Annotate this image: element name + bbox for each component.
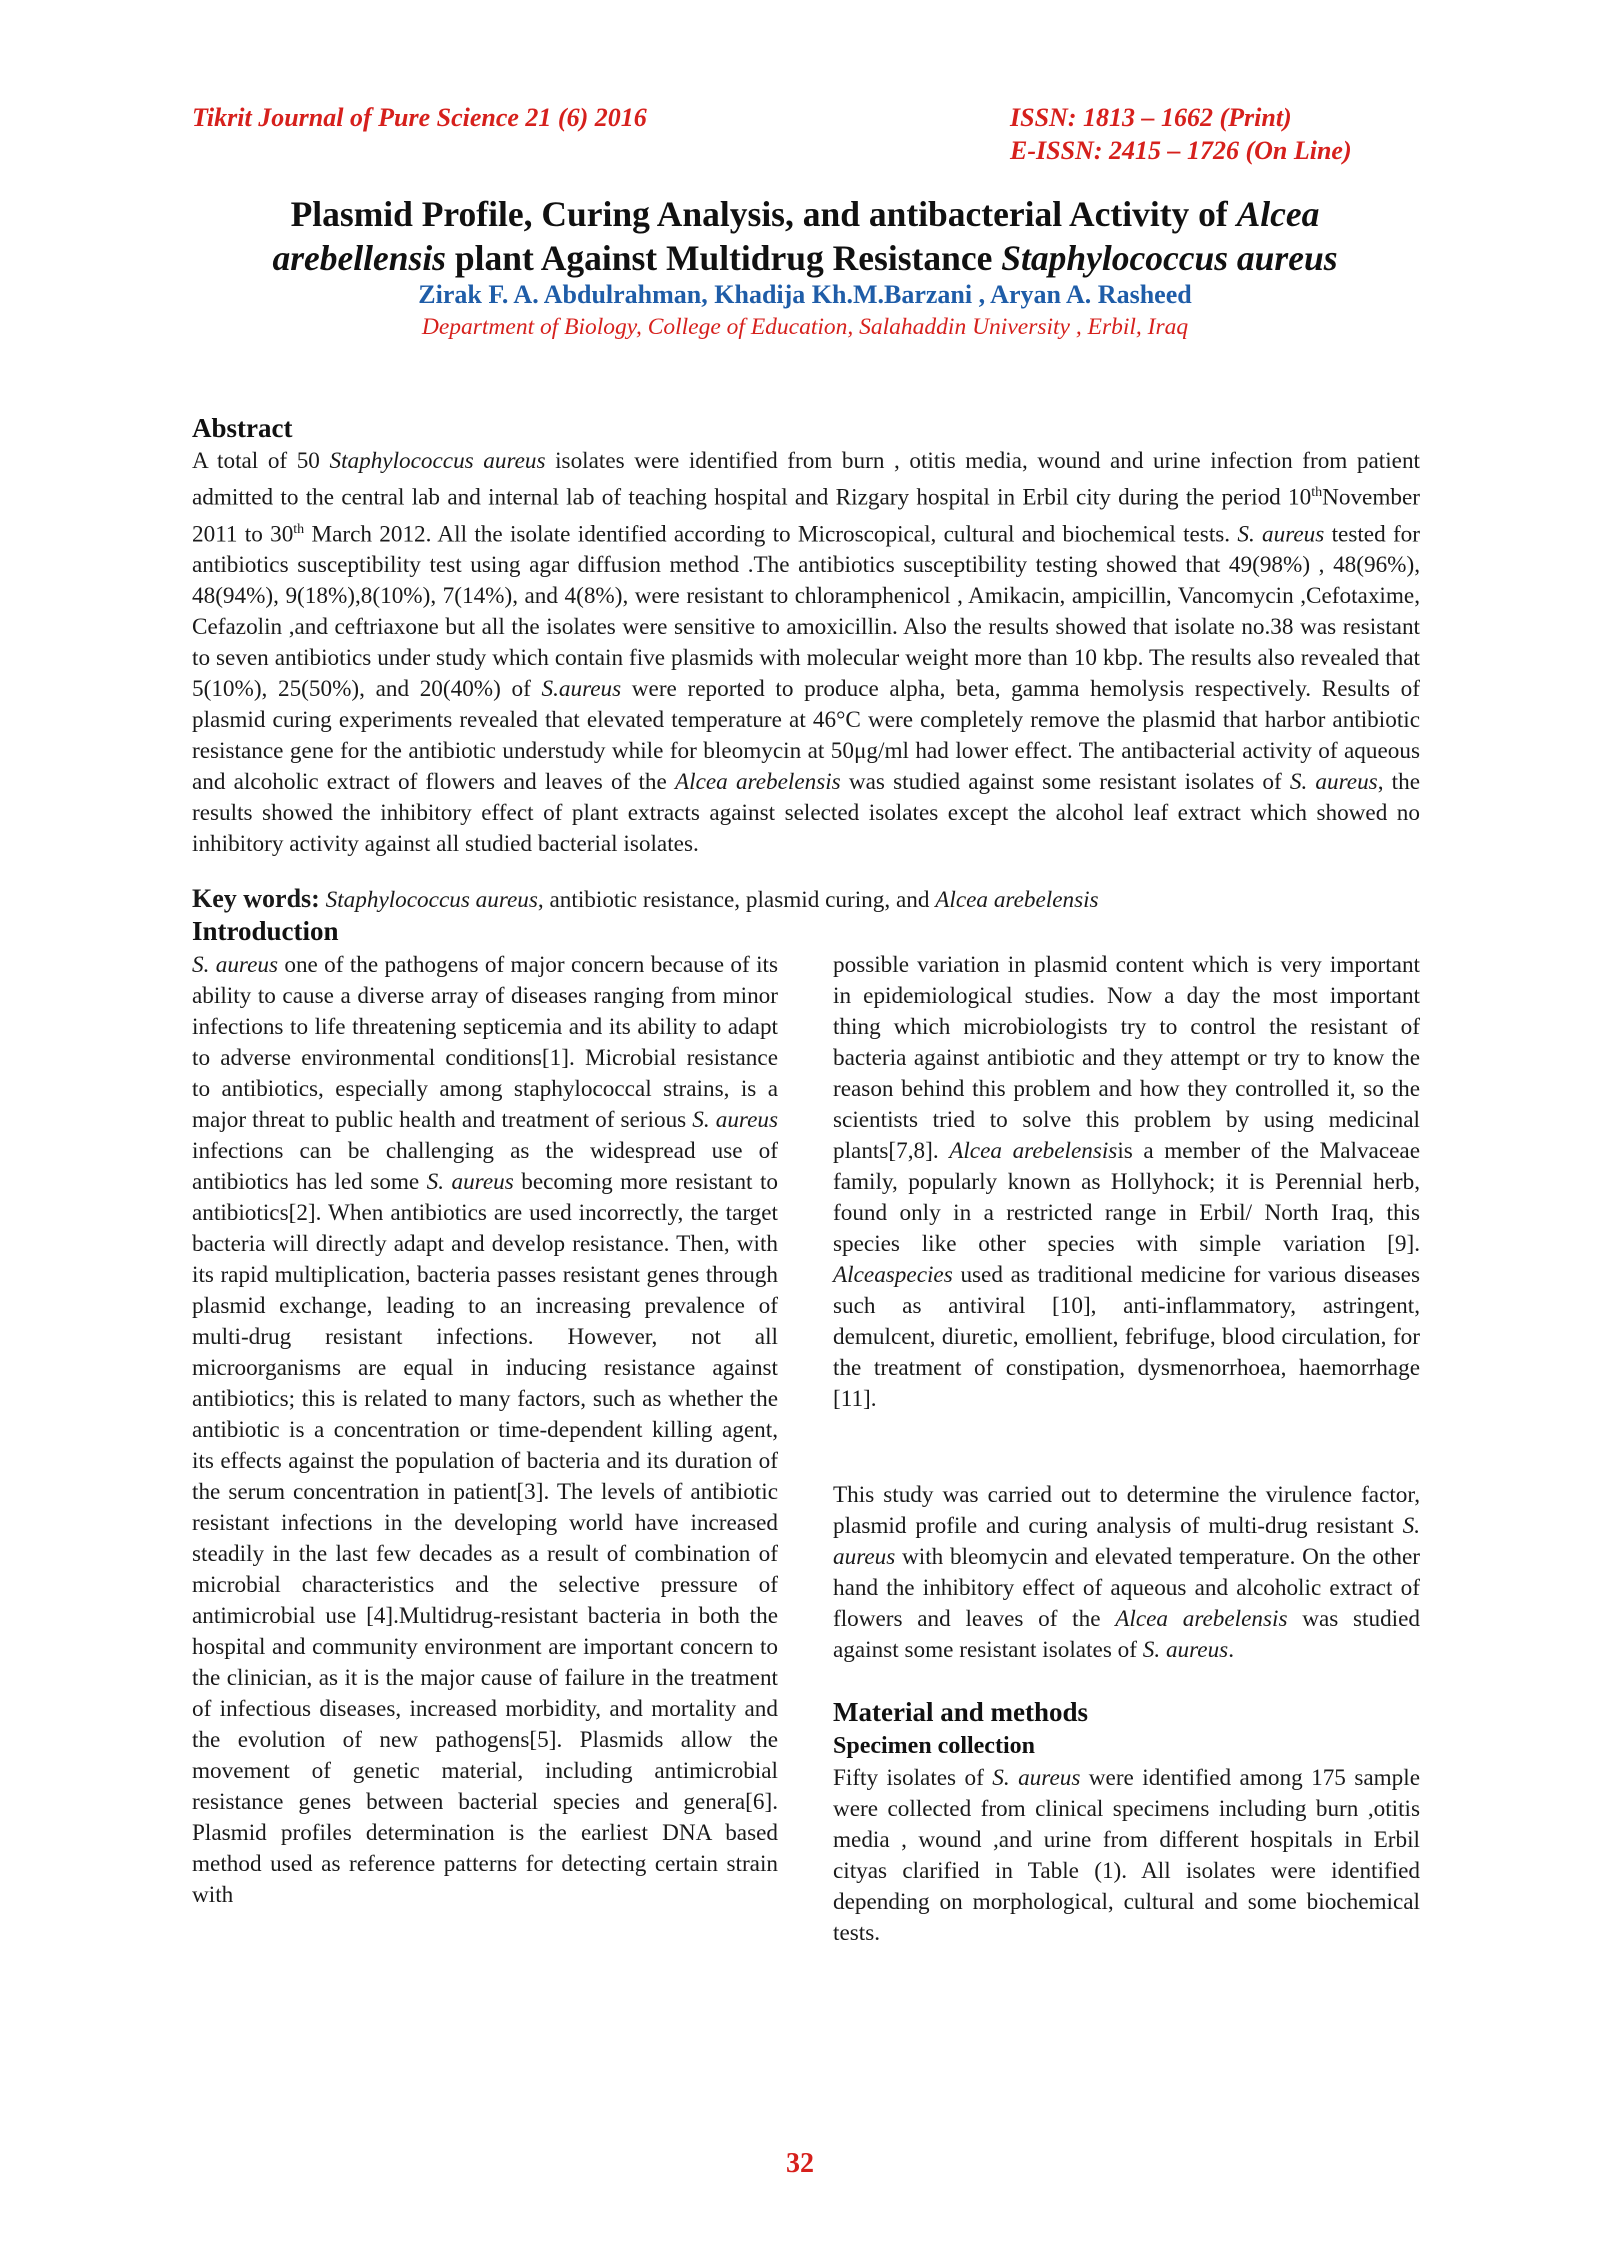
text-span: , the results showed the inhibitory effect of plant extracts against selected isolates except the alcohol leaf extract which showed no inhibitory activity against all studied bacterial isolates. [192, 769, 1420, 858]
text-span: . [1228, 1637, 1234, 1663]
superscript: th [1311, 485, 1323, 500]
text-span: one of the pathogens of major concern because of its ability to cause a diverse array of diseases ranging from minor infections to life threatening septicemia and its ability to adapt to adverse environmental conditions[1]. Microbial resistance to antibiotics, especially among staphylococcal strains, is a major threat to public health and treatment of serious [192, 952, 778, 1133]
text-span: were reported to produce alpha, beta, gamma hemolysis respectively. Results of plasmid curing experiments revealed that elevated temperature at 46°C were completely remove the plasmid that harbor antibiotic resistance gene for the antibiotic understudy while for bleomycin at 50μg/ml had lower effect. The antibacterial activity of aqueous and alcoholic extract of flowers and leaves of the [192, 676, 1420, 796]
text-span: infections can be challenging as the widespread use of antibiotics has led some [192, 1138, 778, 1195]
introduction-right-column [833, 950, 1420, 1415]
text-span: becoming more resistant to antibiotics[2]. When antibiotics are used incorrectly, the target bacteria will directly adapt and develop resistance. Then, with its rapid multiplication, bacteria passes resistant genes through plasmid exchange, leading to an increasing prevalence of multi-drug resistant infections. However, not all microorganisms are equal in inducing resistance against antibiotics; this is related to many factors, such as whether the antibiotic is a concentration or time-dependent killing agent, its effects against the population of bacteria and its duration of the serum concentration in patient[3]. The levels of antibiotic resistant infections in the developing world have increased steadily in the last few decades as a result of combination of microbial characteristics and the selective pressure of antimicrobial use [4].Multidrug-resistant bacteria in both the hospital and community environment are important concern to the clinician, as it is the major cause of failure in the treatment of infectious diseases, increased morbidity, and mortality and the evolution of new pathogens[5]. Plasmids allow the movement of genetic material, including antimicrobial resistance genes between bacterial species and genera[6]. Plasmid profiles determination is the earliest DNA based method used as reference patterns for detecting certain strain with [192, 1169, 779, 1908]
text-span: used as traditional medicine for various diseases such as antiviral [10], anti-inflammatory, astringent, demulcent, diuretic, emollient, febrifuge, blood circulation, for the treatment of constipation, dysmenorrhoea, haemorrhage [11]. [833, 1262, 1420, 1412]
text-span: is a member of the Malvaceae family, popularly known as Hollyhock; it is Perennial herb, found only in a restricted range in Erbil/ North Iraq, this species like other species with simple variation [9]. [833, 1138, 1420, 1257]
italic-span: Alcea arebelensis [949, 1138, 1118, 1164]
title-italic: arebellensis [272, 238, 447, 278]
italic-span: S. aureus [426, 1169, 514, 1195]
title-text: Plasmid Profile, Curing Analysis, and antibacterial Activity of [290, 194, 1237, 234]
italic-span: Alceaspecies [833, 1262, 953, 1288]
italic-span: S.aureus [541, 676, 622, 703]
text-span: was studied against some resistant isolates of [840, 769, 1290, 796]
text-span: possible variation in plasmid content which is very important in epidemiological studies. Now a day the most important thing which microbiologists try to control the resistant of bacteria against antibiotic and they attempt or try to know the reason behind this problem and how they controlled it, so the scientists tried to solve this problem by using medicinal plants[7,8]. [833, 952, 1420, 1164]
italic-span: Alcea arebelensis [674, 769, 841, 796]
italic-span: Staphylococcus aureus [325, 887, 538, 913]
affiliation: Department of Biology, College of Education, Salahaddin University , Erbil, Iraq [421, 314, 1189, 340]
text-span: This study was carried out to determine the virulence factor, plasmid profile and curing analysis of multi-drug resistant [833, 1482, 1420, 1539]
text-span: with bleomycin and elevated temperature. On the other hand the inhibitory effect of aqueous and alcoholic extract of flowers and leaves of the [833, 1544, 1420, 1632]
title-italic: Alcea [1236, 194, 1320, 234]
text-span: tested for antibiotics susceptibility test using agar diffusion method .The antibiotics susceptibility testing showed that 49(98%) , 48(96%), 48(94%), 9(18%),8(10%), 7(14%), and 4(8%), were resistant to chloramphenicol , Amikacin, ampicillin, Vancomycin ,Cefotaxime, Cefazolin ,and ceftriaxone but all the isolates were sensitive to amoxicillin. Also the results showed that isolate no.38 was resistant to seven antibiotics under study which contain five plasmids with molecular weight more than 10 kbp. The results also revealed that 5(10%), 25(50%), and 20(40%) of [192, 521, 1420, 703]
italic-span: S. aureus [692, 1107, 778, 1133]
introduction-text [833, 950, 1420, 1415]
issn-print: ISSN: 1813 – 1662 (Print) [1010, 103, 1292, 132]
italic-span: S. aureus [833, 1513, 1420, 1570]
introduction-heading: Introduction [192, 916, 339, 946]
text-span: , antibiotic resistance, plasmid curing, and [537, 887, 936, 913]
text-span: November 2011 to 30 [192, 484, 1420, 548]
superscript: th [293, 521, 305, 537]
methods-heading: Material and methods [833, 1697, 1088, 1727]
italic-span: S. aureus [1289, 769, 1378, 796]
specimen-subheading: Specimen collection [833, 1733, 1035, 1759]
title-italic: Staphylococcus aureus [1001, 238, 1338, 278]
study-aims [833, 1480, 1420, 1666]
text-span: was studied against some resistant isolates of [833, 1606, 1420, 1663]
italic-span: S. aureus [192, 952, 278, 978]
keywords [192, 883, 1420, 916]
text-span: were identified among 175 sample were collected from clinical specimens including burn ,otitis media , wound ,and urine from different hospitals in Erbil cityas clarified in Table (1). All isolates were identified depending on morphological, cultural and some biochemical tests. [833, 1765, 1420, 1946]
italic-span: Alcea arebelensis [1115, 1606, 1288, 1632]
issn-online: E-ISSN: 2415 – 1726 (On Line) [1010, 136, 1352, 165]
keywords-label: Key words: [192, 884, 320, 913]
italic-span: Alcea arebelensis [935, 887, 1099, 913]
paper-title [150, 192, 1460, 280]
page-number: 32 [786, 2148, 814, 2179]
authors: Zirak F. A. Abdulrahman, Khadija Kh.M.Barzani , Aryan A. Rasheed [418, 280, 1192, 309]
text-span: A total of 50 [192, 448, 330, 474]
italic-span: S. aureus [1237, 521, 1325, 548]
abstract-heading: Abstract [192, 413, 293, 443]
italic-span: S. aureus [992, 1765, 1081, 1791]
text-span: isolates were identified from burn , otitis media, wound and urine infection from patient admitted to the central lab and internal lab of teaching hospital and Rizgary hospital in Erbil city during the period 10 [192, 448, 1420, 511]
introduction-left-column [192, 950, 778, 1911]
specimen-collection [833, 1763, 1420, 1949]
journal-header: Tikrit Journal of Pure Science 21 (6) 2016 [192, 103, 647, 132]
specimen-text [833, 1763, 1420, 1949]
aims-text [833, 1480, 1420, 1666]
text-span: Fifty isolates of [833, 1765, 993, 1791]
abstract-text [192, 446, 1420, 860]
text-span: March 2012. All the isolate identified according to Microscopical, cultural and biochemical tests. [304, 521, 1238, 548]
introduction-text [192, 950, 778, 1911]
italic-span: Staphylococcus aureus [329, 448, 546, 474]
title-text: plant Against Multidrug Resistance [446, 238, 1002, 278]
italic-span: S. aureus [1142, 1637, 1229, 1663]
abstract-section [192, 413, 1420, 860]
